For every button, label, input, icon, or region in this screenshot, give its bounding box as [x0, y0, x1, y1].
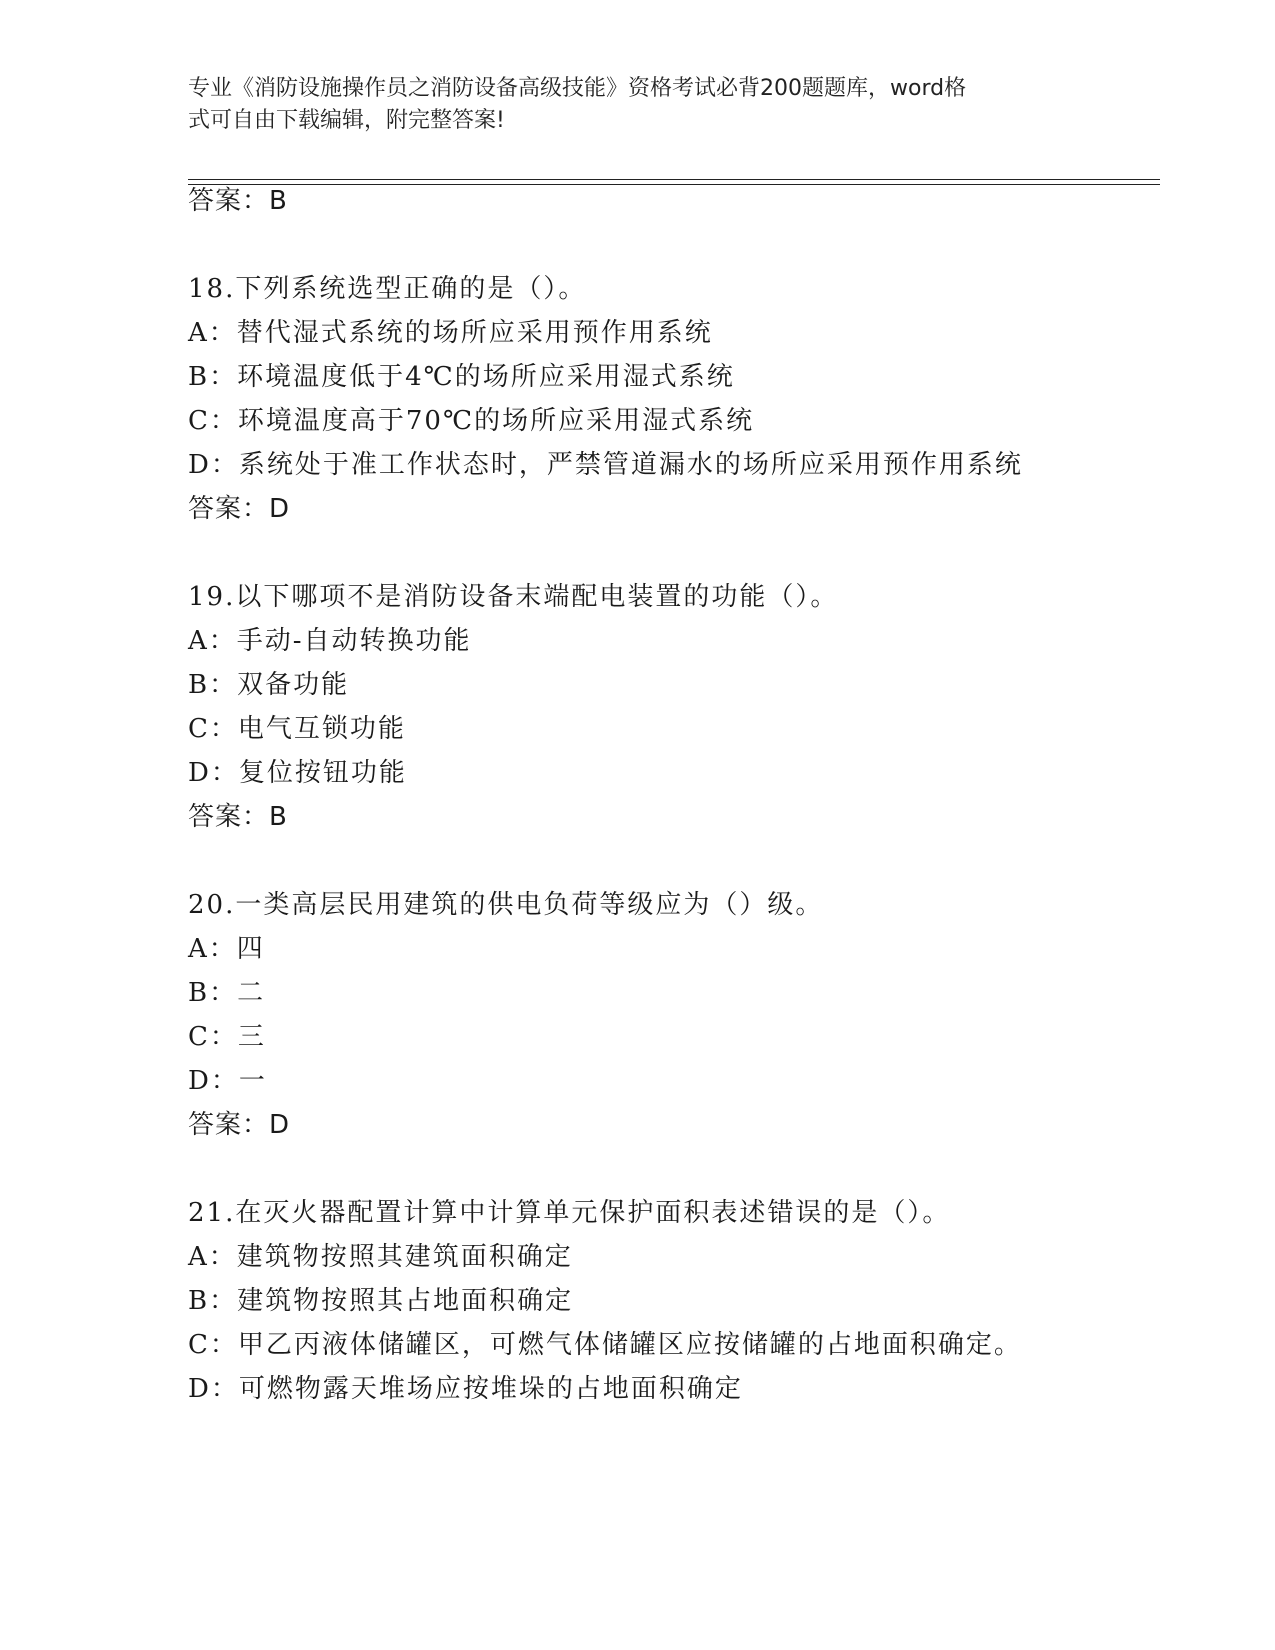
header-divider-bottom	[188, 184, 1160, 185]
question-18-answer: 答案：D	[188, 494, 291, 524]
question-19-answer: 答案：B	[188, 802, 288, 832]
header-line-2: 式可自由下载编辑，附完整答案!	[188, 108, 505, 133]
question-19-stem: 19.以下哪项不是消防设备末端配电装置的功能（）。	[188, 582, 839, 612]
question-19-option-d: D：复位按钮功能	[188, 758, 407, 788]
question-18-option-d: D：系统处于准工作状态时，严禁管道漏水的场所应采用预作用系统	[188, 450, 1023, 480]
question-19-option-a: A：手动-自动转换功能	[188, 626, 472, 656]
question-20-option-b: B：二	[188, 978, 266, 1008]
question-21-option-b: B：建筑物按照其占地面积确定	[188, 1286, 574, 1316]
question-20-stem: 20.一类高层民用建筑的供电负荷等级应为（）级。	[188, 890, 824, 920]
question-18-stem: 18.下列系统选型正确的是（）。	[188, 274, 587, 304]
question-19-option-c: C：电气互锁功能	[188, 714, 406, 744]
question-18-option-a: A：替代湿式系统的场所应采用预作用系统	[188, 318, 713, 348]
header-divider-top	[188, 179, 1160, 180]
previous-answer: 答案：B	[188, 186, 288, 216]
question-21-option-c: C：甲乙丙液体储罐区，可燃气体储罐区应按储罐的占地面积确定。	[188, 1330, 1022, 1360]
header-line-1: 专业《消防设施操作员之消防设备高级技能》资格考试必背200题题库，word格	[188, 76, 967, 101]
question-18-option-c: C：环境温度高于70℃的场所应采用湿式系统	[188, 406, 755, 436]
question-18-option-b: B：环境温度低于4℃的场所应采用湿式系统	[188, 362, 735, 392]
question-19-option-b: B：双备功能	[188, 670, 350, 700]
question-21-option-a: A：建筑物按照其建筑面积确定	[188, 1242, 573, 1272]
question-20-option-a: A：四	[188, 934, 265, 964]
question-21-option-d: D：可燃物露天堆场应按堆垛的占地面积确定	[188, 1374, 743, 1404]
document-header	[188, 73, 1068, 137]
question-21-stem: 21.在灭火器配置计算中计算单元保护面积表述错误的是（）。	[188, 1198, 951, 1228]
question-20-option-c: C：三	[188, 1022, 266, 1052]
question-20-option-d: D：一	[188, 1066, 267, 1096]
question-20-answer: 答案：D	[188, 1110, 291, 1140]
